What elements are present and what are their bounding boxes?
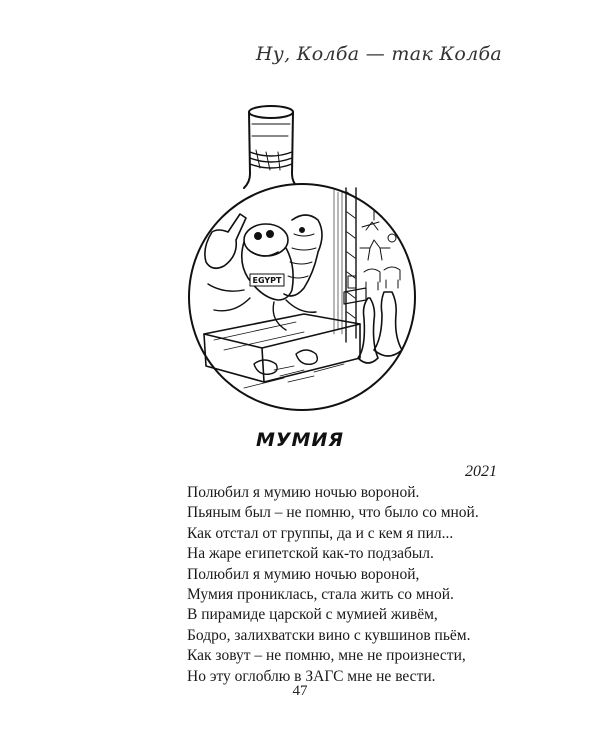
poem-line: В пирамиде царской с мумией живём,: [187, 606, 438, 624]
flask-neck: [244, 112, 298, 188]
running-header: Ну, Колба — так Колба: [255, 43, 502, 65]
poem-line: Полюбил я мумию ночью вороной.: [187, 484, 420, 501]
poem-line: Как зовут – не помню, мне не произнести,: [187, 647, 466, 665]
poem-line: Бодро, залихватски вино с кувшинов пьём.: [187, 626, 471, 644]
flask-illustration: [184, 102, 420, 412]
poem-year: 2021: [465, 463, 497, 480]
poem-line: Пьяным был – не помню, что было со мной.: [187, 504, 479, 522]
page-number: 47: [292, 683, 308, 699]
poem-line: Но эту оглоблю в ЗАГС мне не вести.: [187, 667, 436, 685]
poem-line: На жаре египетской как-то подзабыл.: [187, 545, 434, 563]
flask-rim: [249, 106, 293, 118]
egypt-sign: EGYPT: [252, 276, 282, 285]
poem-line: Полюбил я мумию ночью вороной,: [187, 565, 420, 583]
poem-line: Как отстал от группы, да и с кем я пил...: [187, 524, 454, 542]
poem-title: МУМИЯ: [256, 429, 344, 451]
poem-body: [187, 483, 479, 687]
poem-line: Мумия прониклась, стала жить со мной.: [187, 586, 454, 604]
flask-body: [189, 184, 415, 410]
